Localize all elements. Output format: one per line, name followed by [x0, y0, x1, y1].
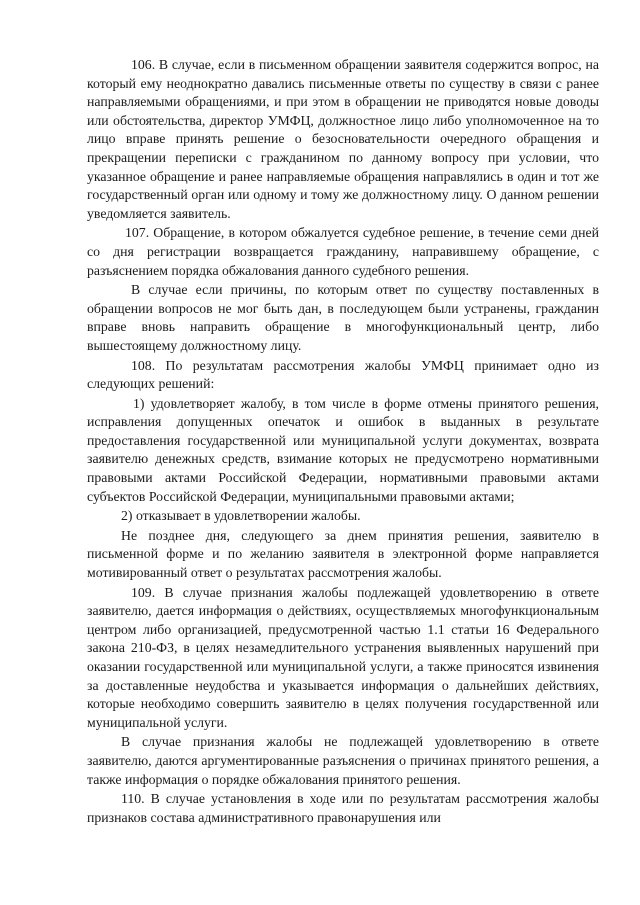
paragraph-108: 108. По результатам рассмотрения жалобы УМФЦ принимает одно из следующих решений:: [87, 357, 599, 392]
paragraph-109-rejection: В случае признания жалобы не подлежащей удовлетворению в ответе заявителю, даются аргументированные разъяснения о причинах принятого решения, а также информация о порядке обжалования принятого решения.: [87, 734, 599, 787]
paragraph-108-response: Не позднее дня, следующего за днем принятия решения, заявителю в письменной форме и по желанию заявителя в электронной форме направляется мотивированный ответ о результатах рассмотрения жалобы.: [87, 527, 599, 581]
list-item-1: 1) удовлетворяет жалобу, в том числе в форме отмены принятого решения, исправления допущенных опечаток и ошибок в выданных в результате предоставления государственной или муниципальной услуги документах, возврата заявителю денежных средств, взимание которых не предусмотрено нормативными правовыми актами Российской Федерации, нормативными правовыми актами субъектов Российской Федерации, муниципальными правовыми актами;: [87, 395, 599, 504]
paragraph-109: 109. В случае признания жалобы подлежащей удовлетворению в ответе заявителю, дается информация о действиях, осуществляемых многофункциональным центром либо организацией, предусмотренной частью 1.1 статьи 16 Федерального закона 210-ФЗ, в целях незамедлительного устранения выявленных нарушений при оказании государственной или муниципальной услуги, а также приносятся извинения за доставленные неудобства и указывается информация о дальнейших действиях, которые необходимо совершить заявителю в целях получения государственной или муниципальной услуги.: [87, 584, 599, 730]
paragraph-107-continuation: В случае если причины, по которым ответ по существу поставленных в обращении вопросов не мог быть дан, в последующем были устранены, гражданин вправе вновь направить обращение в многофункциональный центр, либо вышестоящему должностному лицу.: [87, 282, 599, 353]
paragraph-106: 106. В случае, если в письменном обращении заявителя содержится вопрос, на который ему неоднократно давались письменные ответы по существу в связи с ранее направляемыми обращениями, и при этом в обращении не приводятся новые доводы или обстоятельства, директор УМФЦ, должностное лицо либо уполномоченное на то лицо вправе принять решение о безосновательности очередного обращения и прекращении переписки с гражданином по данному вопросу при условии, что указанное обращение и ранее направляемые обращения направлялись в один и тот же государственный орган или одному и тому же должностному лицу. О данном решении уведомляется заявитель.: [87, 57, 599, 221]
list-item-2: 2) отказывает в удовлетворении жалобы.: [121, 508, 361, 524]
paragraph-107: 107. Обращение, в котором обжалуется судебное решение, в течение семи дней со дня регистрации возвращается гражданину, направившему обращение, с разъяснением порядка обжалования данного судебного решения.: [87, 225, 599, 278]
document-body: [87, 56, 599, 828]
paragraph-110: 110. В случае установления в ходе или по результатам рассмотрения жалобы признаков состава административного правонарушения или: [87, 791, 599, 825]
